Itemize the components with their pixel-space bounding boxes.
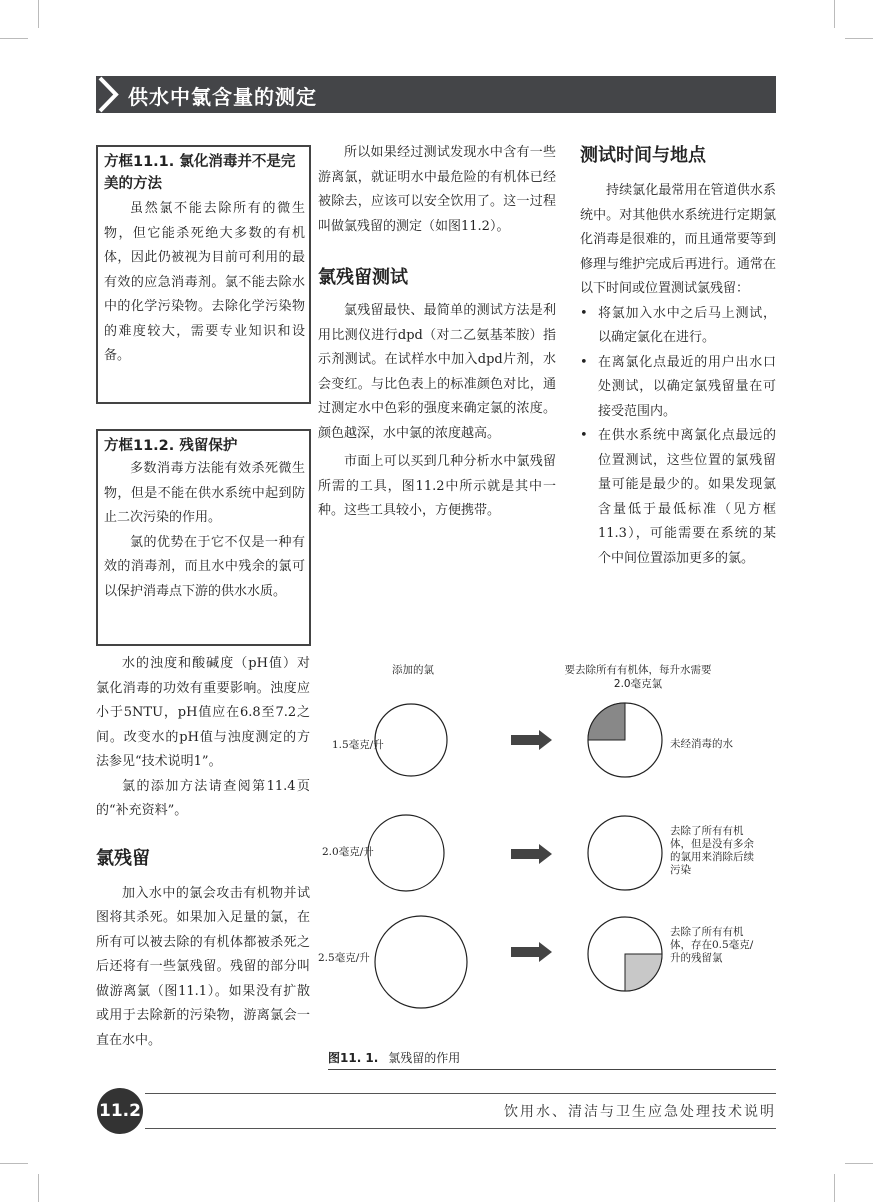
dose-circle: [375, 916, 467, 1008]
box-11-2: [96, 429, 311, 646]
figure-11-1: [318, 660, 776, 1080]
bullet-list: [580, 302, 776, 572]
dose-circle: [368, 815, 444, 891]
figure-caption: [328, 1049, 776, 1070]
paragraph: 市面上可以买到几种分析水中氯残留所需的工具，图11.2中所示就是其中一种。这些工具较小，方便携带。: [318, 454, 556, 518]
box-body: 虽然氯不能去除所有的微生物，但它能杀死绝大多数的有机体，因此仍被视为目前可利用的最有效的应急消毒剂。氯不能去除水中的化学污染物。去除化学污染物的难度较大，需要专业知识和设备。: [104, 201, 305, 363]
crop-mark: [845, 1163, 873, 1164]
paragraph: 加入水中的氯会攻击有机物并试图将其杀死。如果加入足量的氯，在所有可以被去除的有机体都被杀死之后还将有一些氯残留。残留的部分叫做游离氯（图11.1）。如果没有扩散或用于去除新的污染物，游离氯会一直在水中。: [96, 885, 310, 1048]
chevron-right-icon: [96, 76, 126, 113]
section-heading: 氯残留测试: [318, 267, 408, 288]
result-label: 去除了所有有机体，但是没有多余的氯用来消除后续污染: [670, 825, 754, 876]
dose-label: 2.5毫克/升: [318, 952, 370, 964]
right-column: [580, 141, 776, 571]
list-item: [580, 351, 776, 425]
paragraph: 持续氯化最常用在管道供水系统中。对其他供水系统进行定期氯化消毒是很难的，而且通常要等到修理与维护完成后再进行。通常在以下时间或位置测试氯残留：: [580, 183, 776, 296]
dose-circle: [375, 704, 447, 776]
footer-rule: [145, 1128, 776, 1129]
arrow-right-icon: [511, 844, 552, 864]
box-title: 方框11.2. 残留保护: [104, 438, 238, 454]
dose-label: 1.5毫克/升: [332, 739, 384, 751]
crop-mark: [845, 38, 873, 39]
page-number-badge: 11.2: [97, 1088, 143, 1134]
box-11-1: [96, 145, 311, 404]
box-title: 方框11.1. 氯化消毒并不是完美的方法: [104, 154, 296, 192]
left-column: [96, 652, 310, 1053]
paragraph: 氯的添加方法请查阅第11.4页的“补充资料”。: [96, 778, 310, 818]
crop-mark: [834, 1174, 835, 1202]
residual-chlorine-slice: [625, 954, 662, 991]
figure-column-label: 要去除所有有机体，每升水需要2.0毫克氯: [564, 664, 712, 690]
bullet-icon: •: [580, 428, 588, 443]
caption-number: 图11. 1.: [328, 1051, 379, 1065]
result-label: 未经消毒的水: [670, 738, 733, 750]
arrow-right-icon: [511, 942, 552, 962]
paragraph: 所以如果经过测试发现水中含有一些游离氯，就证明水中最危险的有机体已经被除去，应该可以安全饮用了。这一过程叫做氯残留的测定（如图11.2）。: [318, 145, 556, 234]
middle-column: [318, 141, 556, 524]
section-header: [96, 76, 776, 113]
list-item: [580, 424, 776, 571]
list-item-text: 在供水系统中离氯化点最远的位置测试，这些位置的氯残留量可能是最少的。如果发现氯含量低于最低标准（见方框11.3），可能需要在系统的某个中间位置添加更多的氯。: [598, 428, 776, 566]
caption-text: 氯残留的作用: [388, 1051, 461, 1065]
remaining-organism-slice: [588, 703, 625, 740]
bullet-icon: •: [580, 305, 588, 321]
section-title: 供水中氯含量的测定: [128, 85, 317, 109]
footer-rule: [145, 1093, 776, 1094]
crop-mark: [38, 1174, 39, 1202]
dose-label: 2.0毫克/升: [322, 846, 374, 858]
section-heading: 氯残留: [96, 847, 150, 869]
figure-column-label: 添加的氯: [392, 664, 434, 676]
list-item-text: 在离氯化点最近的用户出水口处测试，以确定氯残留量在可接受范围内。: [598, 354, 776, 419]
result-label: 去除了所有有机体，存在0.5毫克/升的残留氯: [670, 926, 754, 964]
crop-mark: [0, 1163, 28, 1164]
arrow-right-icon: [511, 730, 552, 750]
paragraph: 氯残留最快、最简单的测试方法是利用比测仪进行dpd（对二乙氨基苯胺）指示剂测试。在试样水中加入dpd片剂，水会变红。与比色表上的标准颜色对比，通过测定水中色彩的强度来确定氯的浓度。颜色越深，水中氯的浓度越高。: [318, 303, 556, 441]
crop-mark: [834, 0, 835, 28]
box-paragraph: 氯的优势在于它不仅是一种有效的消毒剂，而且水中残余的氯可以保护消毒点下游的供水水质。: [104, 534, 305, 599]
section-heading: 测试时间与地点: [580, 145, 706, 166]
list-item-text: 将氯加入水中之后马上测试，以确定氯化在进行。: [598, 305, 776, 345]
footer-title: 饮用水、清洁与卫生应急处理技术说明: [504, 1104, 776, 1120]
list-item: [580, 302, 776, 351]
bullet-icon: •: [580, 354, 588, 370]
result-circle: [588, 816, 662, 890]
paragraph: 水的浊度和酸碱度（pH值）对氯化消毒的功效有重要影响。浊度应小于5NTU，pH值应在6.8至7.2之间。改变水的pH值与浊度测定的方法参见“技术说明1”。: [96, 656, 310, 769]
crop-mark: [0, 38, 28, 39]
crop-mark: [38, 0, 39, 28]
box-paragraph: 多数消毒方法能有效杀死微生物，但是不能在供水系统中起到防止二次污染的作用。: [104, 461, 305, 525]
